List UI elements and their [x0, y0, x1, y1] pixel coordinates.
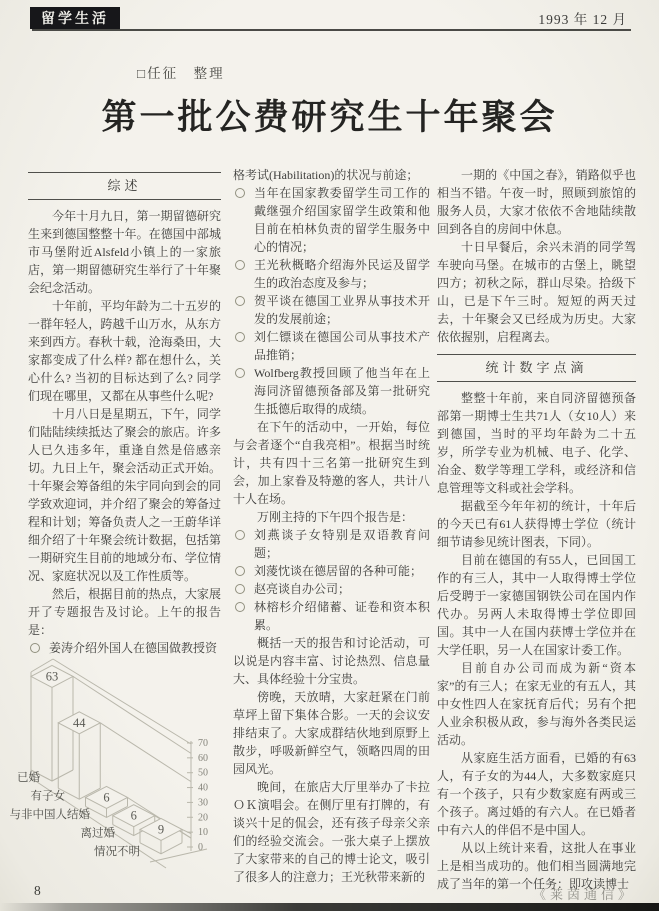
chart-value-label: 63 [45, 669, 59, 684]
paragraph-continuation: 格考试(Habilitation)的状况与前途； [233, 168, 419, 182]
magazine-name: 《莱茵通信》 [532, 887, 635, 902]
bullet-circle-icon [235, 584, 245, 594]
chart-tick-label: 40 [198, 782, 208, 794]
paragraph: 十月八日是星期五，下午，同学们陆陆续续抵达了聚会的旅店。许多人已久违多年，重逢自然是倍感亲切。九日上午，聚会活动正式开始。十年聚会筹备组的朱宇同向到会的同学致欢迎词，并介绍了聚会的筹备过程和计划；筹备负责人之一王蔚华详细介绍了十年聚会统计数据，包括第一期研究生目前的地域分布、学位情况、家庭状况以及工作性质等。 [28, 407, 221, 583]
list-item [233, 580, 430, 598]
section-heading-overview: 综述 [28, 172, 221, 200]
chart-value-label: 44 [73, 715, 86, 730]
list-item [233, 292, 430, 328]
paragraph: 晚间，在旅店大厅里举办了卡拉ＯＫ演唱会。在侧厅里有打牌的，有谈兴十足的侃会，还有孩子母亲父亲们的经验交流会。一张大桌子上摆放了大家带来的自己的博士论文，吸引了很多人的注意力；王光秋带来新的 [233, 780, 430, 884]
chart-gridline [100, 723, 191, 782]
chart-tick-label: 60 [198, 752, 208, 764]
chart-category-label: 有子女 [30, 790, 65, 803]
paragraph: 从家庭生活方面看，已婚的有63人，有子女的为44人，大多数家庭只有一个孩子，只有少数家庭有两或三个孩子。离过婚的有六人。在已婚者中有六人的伴侣不是中国人。 [437, 751, 636, 837]
list-item-text: 王光秋概略介绍海外民运及留学生的政治态度及参与； [254, 258, 430, 290]
list-item [233, 184, 430, 256]
page-number: 8 [34, 883, 41, 898]
list-item-text: 刘蔆忱谈在德居留的各种可能； [254, 564, 423, 578]
chart-tick-label: 30 [198, 797, 208, 809]
list-item-text: 贺平谈在德国工业界从事技术开发的发展前途； [254, 294, 430, 326]
paragraph: 万刚主持的下午四个报告是： [257, 510, 414, 524]
chart-category-label: 离过婚 [80, 827, 115, 840]
chart-value-label: 6 [103, 790, 110, 805]
bullet-circle-icon [235, 368, 245, 378]
paragraph: 今年十月九日，第一期留德研究生来到德国整整十年。在德国中部城市马堡附近Alsfeld小镇上的一家旅店，第一期留德研究生举行了十年聚会纪念活动。 [28, 209, 221, 295]
chart-tick-label: 50 [198, 767, 208, 779]
list-item-text: 刘仁镖谈在德国公司从事技术产品推销； [254, 330, 430, 362]
paragraph: 傍晚，天放晴，大家赶紧在门前草坪上留下集体合影。一天的会议安排结束了。大家成群结伙地到原野上散步，呼吸新鲜空气，领略四周的田园风光。 [233, 690, 430, 776]
article-title: 第一批公费研究生十年聚会 [101, 98, 558, 137]
chart-gridline [73, 676, 191, 753]
paragraph: 十年前，平均年龄为二十五岁的一群年轻人，跨越千山万水，从东方来到西方。春秋十载，沧海桑田，大家都变成了什么样? 都在想什么，关心什么? 当初的目标达到了么? 同学们现在哪里，又都在从事些什么呢? [28, 299, 221, 403]
chart-tick-label: 10 [198, 827, 208, 839]
bullet-circle-icon [235, 530, 245, 540]
paragraph: 据截至今年年初的统计，十年后的今天已有61人获得博士学位（统计细节请参见统计图表，下同）。 [437, 499, 636, 549]
bullet-circle-icon [235, 602, 245, 612]
chart-tick-label: 20 [198, 812, 208, 824]
paragraph: 整整十年前，来自同济留德预备部第一期博士生共71人（女10人）来到德国，当时的平均年龄为二十五岁，所学专业为机械、电子、化学、冶金、数学等理工学科，或经济和信息管理等文科或社会学科。 [437, 391, 636, 495]
paragraph: 然后，根据目前的热点，大家展开了专题报告及讨论。上午的报告是： [28, 587, 221, 637]
list-item-text: 刘燕谈子女特别是双语教育问题； [254, 528, 430, 560]
section-tag: 留学生活 [30, 7, 120, 29]
byline: □任征 整理 [137, 66, 225, 81]
paragraph: 目前在德国的有55人，已回国工作的有三人，其中一人取得博士学位后受聘于一家德国钢铁公司在国内作代办。另两人未取得博士学位即回国。其中一人在国内获博士学位并在大学任职，另一人在国家计委工作。 [437, 553, 636, 657]
bullet-circle-icon [235, 188, 245, 198]
chart-tick-label: 70 [198, 737, 208, 749]
chart-category-label: 情况不明 [94, 846, 140, 858]
bullet-circle-icon [235, 566, 245, 576]
list-item-text: Wolfberg教授回顾了他当年在上海同济留德预备部及第一批研究生抵德后取得的成绩。 [254, 366, 430, 416]
paragraph: 十日早餐后，余兴未消的同学驾车驶向马堡。在城市的古堡上，眺望四方；初秋之际，群山尽染。拾级下山，已是下午三时。短短的两天过去，十年聚会又已经成为历史。大家依依握别，启程离去。 [437, 240, 636, 344]
list-item-text: 当年在国家教委留学生司工作的戴继强介绍国家留学生政策和他目前在柏林负责的留学生服务中心的情况； [254, 186, 430, 254]
bullet-circle-icon [30, 643, 40, 653]
chart-category-label: 已婚 [17, 772, 40, 784]
paragraph: 概括一天的报告和讨论活动，可以说是内容丰富、讨论热烈、信息量大、具体经验十分宝贵。 [233, 636, 430, 686]
list-item [233, 328, 430, 364]
chart-value-label: 6 [130, 808, 137, 823]
paragraph: 在下午的活动中，一开始，每位与会者逐个“自我亮相”。根据当时统计，共有四十三名第一批研究生到会，加上家眷及特邀的客人，共计八十人在场。 [233, 420, 430, 506]
column-middle [233, 166, 430, 886]
column-statistics [437, 166, 636, 893]
list-item-text: 姜涛介绍外国人在德国做教授资 [49, 641, 218, 655]
list-item [233, 598, 430, 634]
list-item [233, 256, 430, 292]
paragraph: 一期的《中国之春》，销路似乎也相当不错。午夜一时，照顾到旅馆的服务人员，大家才依依不舍地陆续散回到各自的房间中休息。 [437, 168, 636, 236]
paragraph: 目前自办公司而成为新“资本家”的有三人；在家无业的有五人，其中女性四人在家抚育后代；另有个把人业余积极从政，参与海外各类民运活动。 [437, 661, 636, 747]
paragraph: 从以上统计来看，这批人在事业上是相当成功的。他们相当圆满地完成了当年的第一个任务：即攻读博士 [437, 841, 636, 891]
chart-tick-label: 0 [198, 842, 203, 853]
list-item-text: 赵亮谈自办公司； [254, 582, 351, 596]
chart-value-label: 9 [157, 822, 165, 837]
section-heading-statistics: 统计数字点滴 [437, 354, 636, 382]
chart-category-label: 与非中国人结婚 [9, 809, 90, 821]
column-overview [28, 172, 221, 657]
bullet-circle-icon [235, 332, 245, 342]
list-item [28, 639, 221, 657]
issue-date: 1993 年 12 月 [538, 12, 627, 27]
list-item [233, 364, 430, 418]
list-item [233, 526, 430, 562]
list-item [233, 562, 430, 580]
bullet-circle-icon [235, 296, 245, 306]
list-item-text: 林榕杉介绍储蓄、证卷和资本积累。 [254, 600, 430, 632]
bullet-circle-icon [235, 260, 245, 270]
